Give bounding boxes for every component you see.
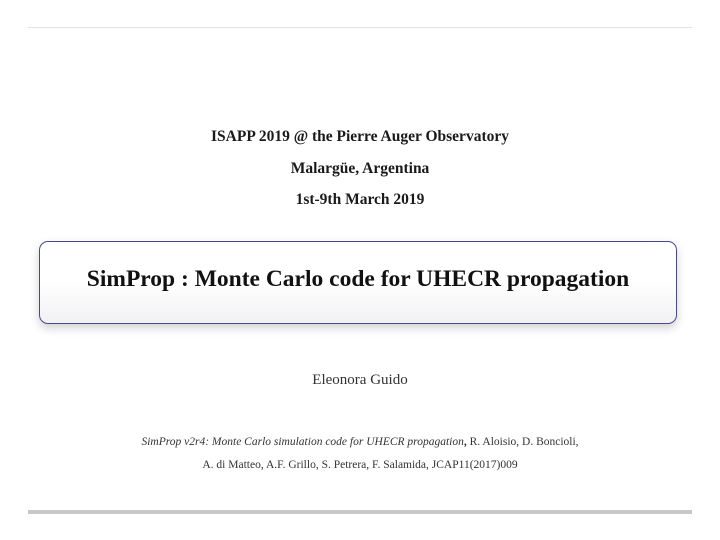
event-location: Malargüe, Argentina xyxy=(290,160,430,177)
reference-authors-2: A. di Matteo, A.F. Grillo, S. Petrera, F. Salamida, JCAP11(2017)009 xyxy=(202,459,518,471)
top-divider xyxy=(28,27,692,28)
reference-paper-title: SimProp v2r4: Monte Carlo simulation code for UHECR propagation xyxy=(141,436,464,448)
title-box xyxy=(39,241,677,324)
event-dates: 1st-9th March 2019 xyxy=(295,191,425,208)
reference-authors-1: R. Aloisio, D. Boncioli, xyxy=(466,436,579,448)
reference-separator: , xyxy=(463,436,467,448)
event-name: ISAPP 2019 @ the Pierre Auger Observatory xyxy=(211,128,509,145)
author-name: Eleonora Guido xyxy=(312,372,408,388)
reference-line-1 xyxy=(0,436,720,448)
bottom-divider xyxy=(28,510,692,514)
slide-title: SimProp : Monte Carlo code for UHECR propagation xyxy=(86,266,630,292)
reference-line-2 xyxy=(0,459,720,471)
